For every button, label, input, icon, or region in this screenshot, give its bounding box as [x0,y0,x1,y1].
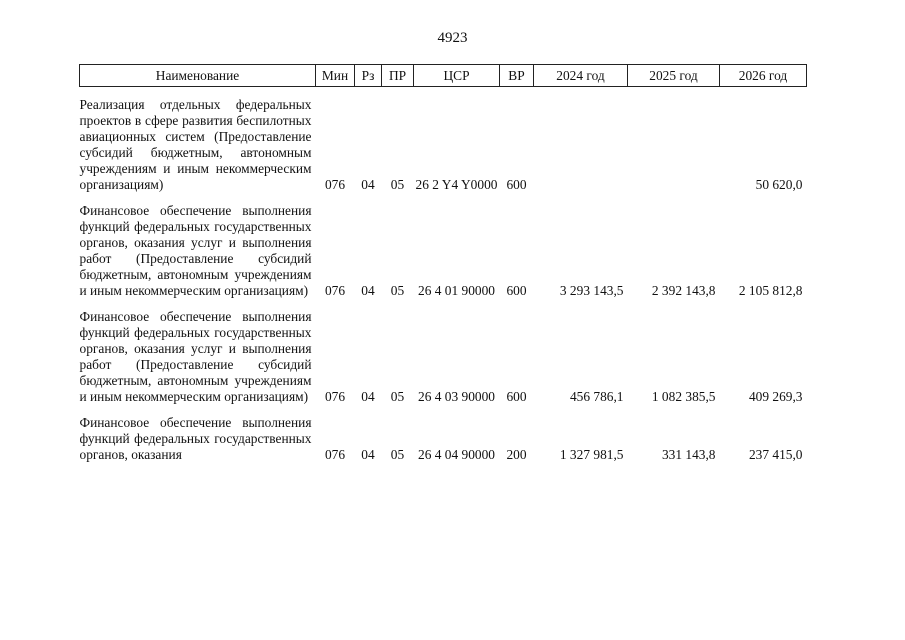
table-row [80,203,807,299]
row-2025: 2 392 143,8 [651,283,716,298]
row-2024: 3 293 143,5 [559,283,624,298]
row-name: Финансовое обеспечение выполнения функций федеральных государственных органов, оказания [79,415,312,462]
row-vr: 600 [506,177,527,192]
row-pr: 05 [390,389,405,404]
budget-table [79,64,807,463]
row-2025 [628,97,720,193]
row-rz: 04 [361,283,375,298]
row-min: 076 [324,389,346,404]
table-row [80,415,807,463]
row-2024: 1 327 981,5 [559,447,624,462]
row-min: 076 [324,447,346,462]
header-pr: ПР [382,65,414,87]
row-rz: 04 [361,447,375,462]
row-csr: 26 4 01 90000 [418,283,495,298]
row-name: Реализация отдельных федеральных проектов в сфере развития беспилотных авиационных систем (Предоставление субсидий бюджетным, автономным учреждениям и иным некоммерческим организациям) [79,97,312,192]
row-name: Финансовое обеспечение выполнения функций федеральных государственных органов, оказания услуг и выполнения работ (Предоставление субсидий бюджетным, автономным учреждениям и иным некоммерческим организациям) [79,203,312,298]
row-2025: 1 082 385,5 [651,389,716,404]
row-2026: 50 620,0 [755,177,803,192]
header-vr: ВР [500,65,534,87]
row-2025: 331 143,8 [661,447,716,462]
row-csr: 26 4 04 90000 [418,447,495,462]
header-min: Мин [316,65,355,87]
table-header-row [80,65,807,87]
header-rz: Рз [355,65,382,87]
row-pr: 05 [390,447,405,462]
row-csr: 26 4 03 90000 [418,389,495,404]
row-vr: 600 [506,389,527,404]
row-name: Финансовое обеспечение выполнения функций федеральных государственных органов, оказания услуг и выполнения работ (Предоставление субсидий бюджетным, автономным учреждениям и иным некоммерческим организациям) [79,309,312,404]
header-2025: 2025 год [628,65,720,87]
header-2024: 2024 год [534,65,628,87]
row-2026: 237 415,0 [748,447,803,462]
row-rz: 04 [361,177,375,192]
page-number: 4923 [437,30,468,46]
header-csr: ЦСР [414,65,500,87]
row-2026: 2 105 812,8 [738,283,803,298]
table-row [80,97,807,193]
row-vr: 200 [506,447,527,462]
row-vr: 600 [506,283,527,298]
row-2026: 409 269,3 [748,389,803,404]
row-pr: 05 [390,283,405,298]
row-rz: 04 [361,389,375,404]
row-min: 076 [324,283,346,298]
row-min: 076 [324,177,346,192]
row-2024: 456 786,1 [569,389,624,404]
table-row [80,309,807,405]
row-pr: 05 [390,177,405,192]
row-csr: 26 2 Y4 Y0000 [415,177,498,192]
header-name: Наименование [80,65,316,87]
header-2026: 2026 год [720,65,807,87]
row-2024 [534,97,628,193]
